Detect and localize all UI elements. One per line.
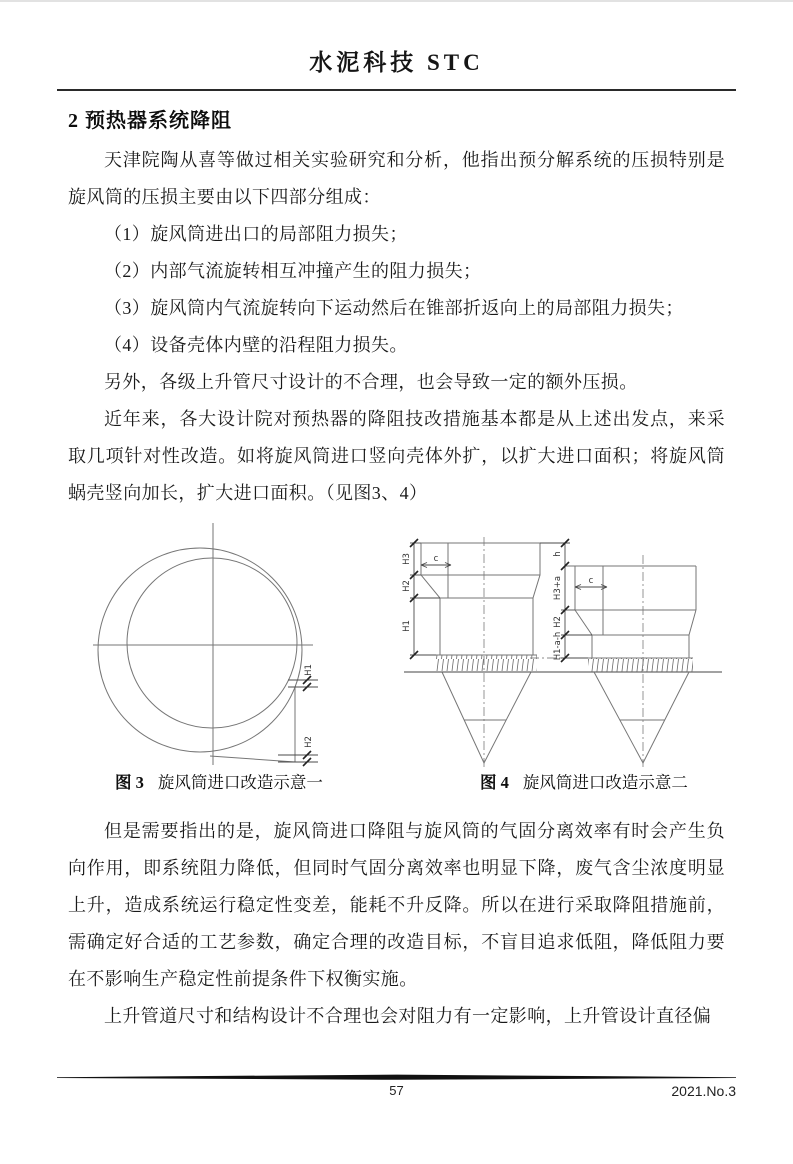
fig4-dim-h3a-label: H3+a [553, 575, 563, 601]
section-heading: 2 预热器系统降阻 [68, 110, 232, 132]
figure-3-cyclone-inlet-diagram [60, 515, 390, 771]
fig4-dim-c-right-label: c [588, 576, 594, 586]
page-number: 57 [389, 1083, 404, 1098]
list-item-1: （1）旋风筒进出口的局部阻力损失； [104, 224, 408, 244]
figure-3-caption [115, 769, 323, 793]
fig3-dim-h2-label: H2 [304, 736, 314, 748]
figure-4-caption [480, 769, 688, 793]
figure-4-title: 旋风筒进口改造示意二 [522, 773, 688, 792]
fig3-dim-h1-label: H1 [304, 664, 314, 676]
footer-rule [57, 1074, 736, 1081]
loss-list [68, 216, 725, 364]
fig4-dim-h1-label: H1 [402, 620, 412, 632]
list-item-4: （4）设备壳体内壁的沿程阻力损失。 [104, 335, 408, 355]
list-item-3: （3）旋风筒内气流旋转向下运动然后在锥部折返向上的局部阻力损失； [104, 298, 684, 318]
fig4-dim-h1ah-label: H1-a-h [553, 631, 563, 661]
fig4-dim-h2r-label: H2 [553, 616, 563, 628]
figures-block [68, 515, 725, 807]
document-page [0, 44, 793, 1164]
figure-4-label: 图 4 [480, 773, 509, 792]
journal-title: 水泥科技 STC [309, 50, 484, 75]
paragraph-riser: 上升管道尺寸和结构设计不合理也会对阻力有一定影响，上升管设计直径偏 [104, 1006, 712, 1026]
list-item-2: （2）内部气流旋转相互冲撞产生的阻力损失； [104, 261, 482, 281]
fig4-dim-h-label: h [553, 551, 563, 557]
fig4-dim-h3-label: H3 [402, 553, 412, 565]
issue-number: 2021.No.3 [671, 1083, 736, 1099]
figure-3-title: 旋风筒进口改造示意一 [157, 773, 323, 792]
figure-3-label: 图 3 [115, 773, 144, 792]
fig4-dim-c-left-label: c [433, 554, 439, 564]
fig4-dim-h2-label: H2 [402, 580, 412, 592]
paragraph-measures: 近年来，各大设计院对预热器的降阻技改措施基本都是从上述出发点，来采取几项针对性改造。如将旋风筒进口竖向壳体外扩，以扩大进口面积；将旋风筒蜗壳竖向加长，扩大进口面积。（见图3、4） [68, 409, 725, 503]
header-rule [57, 89, 736, 91]
paragraph-caution: 但是需要指出的是，旋风筒进口降阻与旋风筒的气固分离效率有时会产生负向作用，即系统阻力降低，但同时气固分离效率也明显下降，废气含尘浓度明显上升，造成系统运行稳定性变差，能耗不升反降。所以在进行采取降阻措施前，需确定好合适的工艺参数，确定合理的改造目标，不盲目追求低阻，降低阻力要在不影响生产稳定性前提条件下权衡实施。 [68, 821, 725, 989]
paragraph-extra-loss: 另外，各级上升管尺寸设计的不合理，也会导致一定的额外压损。 [104, 372, 638, 392]
page-footer [57, 1074, 736, 1103]
paragraph-intro: 天津院陶从喜等做过相关实验研究和分析，他指出预分解系统的压损特别是旋风筒的压损主要由以下四部分组成： [68, 150, 725, 207]
figure-4-cyclone-elevation-diagram [390, 515, 730, 771]
